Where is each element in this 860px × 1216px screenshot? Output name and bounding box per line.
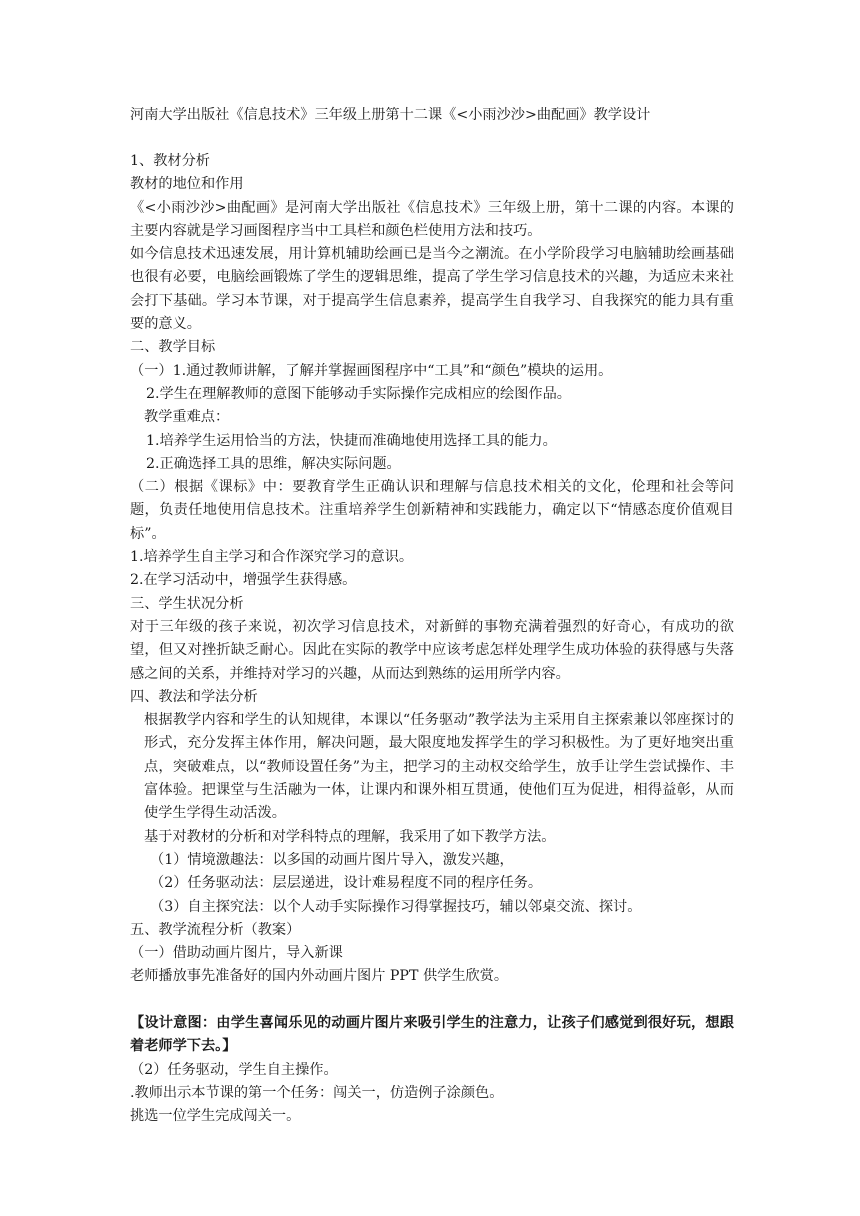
paragraph: 基于对教材的分析和对学科特点的理解，我采用了如下教学方法。 xyxy=(144,828,556,845)
list-item: 1.培养学生运用恰当的方法，快捷而准确地使用选择工具的能力。 xyxy=(146,432,557,449)
subheading: 教学重难点： xyxy=(144,409,230,426)
blank-line xyxy=(130,989,734,1012)
section-heading-2: 二、教学目标 xyxy=(130,339,216,356)
document-title: 河南大学出版社《信息技术》三年级上册第十二课《<小雨沙沙>曲配画》教学设计 xyxy=(130,107,651,123)
list-item: （一）1.通过教师讲解，了解并掌握画图程序中“工具”和“颜色”模块的运用。 xyxy=(130,362,613,379)
section-heading-1: 1、教材分析 xyxy=(130,153,210,169)
section-heading-4: 四、教法和学法分析 xyxy=(130,688,258,705)
list-item: （1）情境激趣法：以多国的动画片图片导入，激发兴趣， xyxy=(150,851,514,868)
list-item: 2.正确选择工具的思维，解决实际问题。 xyxy=(146,455,401,472)
section-heading-3: 三、学生状况分析 xyxy=(130,595,244,612)
subheading: （一）借助动画片图片，导入新课 xyxy=(130,945,343,962)
paragraph: 对于三年级的孩子来说，初次学习信息技术，对新鲜的事物充满着强烈的好奇心，有成功的欲望，但又对挫折缺乏耐心。因此在实际的教学中应该考虑怎样处理学生成功体验的获得感与失落感之间的关系，并维持对学习的兴趣，从而达到熟练的运用所学内容。 xyxy=(130,618,734,682)
design-intent: 【设计意图：由学生喜闻乐见的动画片图片来吸引学生的注意力，让孩子们感觉到很好玩，想跟着老师学下去。】 xyxy=(130,1014,734,1055)
list-item: （2）任务驱动法：层层递进，设计难易程度不同的程序任务。 xyxy=(150,875,543,892)
list-item: （3）自主探究法：以个人动手实际操作习得掌握技巧，辅以邻桌交流、探讨。 xyxy=(150,898,642,915)
paragraph: 《<小雨沙沙>曲配画》是河南大学出版社《信息技术》三年级上册，第十二课的内容。本课的主要内容就是学习画图程序当中工具栏和颜色栏使用方法和技巧。 xyxy=(130,199,734,239)
paragraph: 根据教学内容和学生的认知规律，本课以“任务驱动”教学法为主采用自主探索兼以邻座探讨的形式，充分发挥主体作用，解决问题，最大限度地发挥学生的学习积极性。为了更好地突出重点，突破难点，以“教师设置任务”为主，把学习的主动权交给学生，放手让学生尝试操作、丰富体验。把课堂与生活融为一体，让课内和课外相互贯通，使他们互为促进，相得益彰，从而使学生学得生动活泼。 xyxy=(144,712,734,822)
list-item: 2.学生在理解教师的意图下能够动手实际操作完成相应的绘图作品。 xyxy=(146,385,571,402)
document-body xyxy=(130,150,734,1128)
paragraph: （二）根据《课标》中：要教育学生正确认识和理解与信息技术相关的文化，伦理和社会等问题，负责任地使用信息技术。注重培养学生创新精神和实践能力，确定以下“情感态度价值观目标”。 xyxy=(130,479,734,542)
list-item: 2.在学习活动中，增强学生获得感。 xyxy=(130,572,357,589)
paragraph: 如今信息技术迅速发展，用计算机辅助绘画已是当今之潮流。在小学阶段学习电脑辅助绘画基础也很有必要，电脑绘画锻炼了学生的逻辑思维，提高了学生学习信息技术的兴趣，为适应未来社会打下基础。学习本节课，对于提高学生信息素养，提高学生自我学习、自我探究的能力具有重要的意义。 xyxy=(130,246,734,333)
list-item: 1.培养学生自主学习和合作深究学习的意识。 xyxy=(130,549,414,566)
paragraph: 挑选一位学生完成闯关一。 xyxy=(130,1108,301,1125)
paragraph: .教师出示本节课的第一个任务：闯关一，仿造例子涂颜色。 xyxy=(130,1084,504,1101)
subheading: 教材的地位和作用 xyxy=(130,176,244,193)
section-heading-5: 五、教学流程分析（教案） xyxy=(130,921,301,938)
subheading: （2）任务驱动，学生自主操作。 xyxy=(130,1061,338,1078)
paragraph: 老师播放事先准备好的国内外动画片图片 PPT 供学生欣赏。 xyxy=(130,968,509,985)
